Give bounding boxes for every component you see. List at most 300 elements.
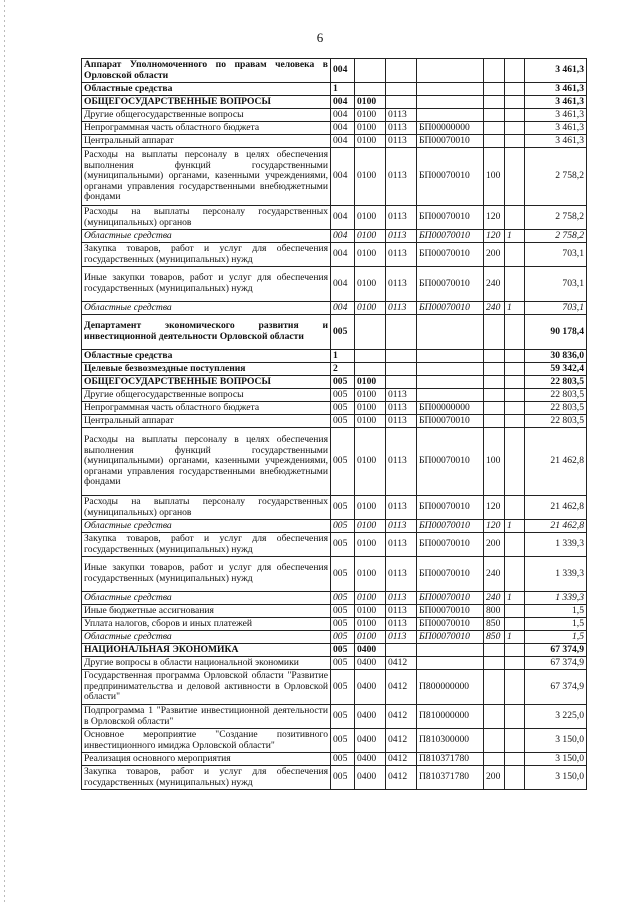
row-name: Иные бюджетные ассигнования bbox=[82, 605, 331, 618]
table-row bbox=[82, 376, 587, 389]
row-funding-source bbox=[505, 206, 525, 230]
row-target-article bbox=[417, 59, 484, 83]
row-section: 0400 bbox=[355, 753, 386, 766]
row-name: Областные средства bbox=[82, 520, 331, 533]
row-name: НАЦИОНАЛЬНАЯ ЭКОНОМИКА bbox=[82, 644, 331, 657]
row-name: Областные средства bbox=[82, 83, 331, 96]
row-expense-type bbox=[484, 415, 505, 428]
table-row bbox=[82, 644, 587, 657]
row-amount: 22 803,5 bbox=[525, 402, 587, 415]
row-name: Другие вопросы в области национальной экономики bbox=[82, 657, 331, 670]
row-code: 1 bbox=[331, 350, 355, 363]
row-target-article: П810371780 bbox=[417, 753, 484, 766]
row-section: 0100 bbox=[355, 267, 386, 302]
row-subsection: 0113 bbox=[386, 402, 417, 415]
row-expense-type bbox=[484, 315, 505, 350]
row-code: 005 bbox=[331, 618, 355, 631]
table-row bbox=[82, 389, 587, 402]
row-target-article: БП00000000 bbox=[417, 402, 484, 415]
row-section bbox=[355, 315, 386, 350]
row-amount: 22 803,5 bbox=[525, 376, 587, 389]
table-row bbox=[82, 631, 587, 644]
row-amount: 703,1 bbox=[525, 267, 587, 302]
row-amount: 3 225,0 bbox=[525, 705, 587, 729]
table-row bbox=[82, 230, 587, 243]
row-section: 0100 bbox=[355, 605, 386, 618]
row-target-article: П810000000 bbox=[417, 705, 484, 729]
row-section: 0100 bbox=[355, 592, 386, 605]
row-funding-source bbox=[505, 83, 525, 96]
row-code: 004 bbox=[331, 135, 355, 148]
row-expense-type bbox=[484, 376, 505, 389]
row-amount: 1,5 bbox=[525, 605, 587, 618]
row-name: Областные средства bbox=[82, 350, 331, 363]
row-code: 005 bbox=[331, 533, 355, 557]
row-code: 005 bbox=[331, 557, 355, 592]
row-code: 005 bbox=[331, 670, 355, 705]
row-target-article bbox=[417, 363, 484, 376]
row-section: 0400 bbox=[355, 657, 386, 670]
row-subsection: 0113 bbox=[386, 148, 417, 206]
row-funding-source bbox=[505, 657, 525, 670]
row-subsection: 0113 bbox=[386, 557, 417, 592]
row-amount: 703,1 bbox=[525, 302, 587, 315]
budget-table-body bbox=[82, 59, 587, 790]
scan-margin-mark bbox=[4, 0, 5, 905]
row-expense-type: 200 bbox=[484, 533, 505, 557]
row-target-article bbox=[417, 644, 484, 657]
row-funding-source bbox=[505, 122, 525, 135]
row-name: Областные средства bbox=[82, 631, 331, 644]
row-expense-type: 120 bbox=[484, 520, 505, 533]
row-expense-type: 100 bbox=[484, 428, 505, 496]
table-row bbox=[82, 350, 587, 363]
row-funding-source bbox=[505, 96, 525, 109]
row-section: 0100 bbox=[355, 557, 386, 592]
row-expense-type bbox=[484, 350, 505, 363]
row-amount: 3 461,3 bbox=[525, 96, 587, 109]
page-number: 6 bbox=[316, 30, 324, 45]
row-subsection: 0412 bbox=[386, 705, 417, 729]
row-subsection: 0113 bbox=[386, 109, 417, 122]
row-code: 004 bbox=[331, 122, 355, 135]
row-funding-source: 1 bbox=[505, 592, 525, 605]
row-subsection: 0113 bbox=[386, 618, 417, 631]
row-expense-type: 850 bbox=[484, 631, 505, 644]
table-row bbox=[82, 766, 587, 790]
row-funding-source bbox=[505, 389, 525, 402]
row-amount: 21 462,8 bbox=[525, 520, 587, 533]
row-target-article: П810371780 bbox=[417, 766, 484, 790]
row-name: Центральный аппарат bbox=[82, 415, 331, 428]
row-code: 004 bbox=[331, 109, 355, 122]
row-expense-type: 100 bbox=[484, 148, 505, 206]
row-funding-source: 1 bbox=[505, 230, 525, 243]
row-amount: 21 462,8 bbox=[525, 428, 587, 496]
row-funding-source: 1 bbox=[505, 302, 525, 315]
row-target-article bbox=[417, 315, 484, 350]
row-code: 004 bbox=[331, 206, 355, 230]
budget-table bbox=[81, 58, 587, 790]
row-funding-source bbox=[505, 402, 525, 415]
row-section bbox=[355, 83, 386, 96]
row-funding-source bbox=[505, 59, 525, 83]
row-target-article: БП00070010 bbox=[417, 618, 484, 631]
row-amount: 3 461,3 bbox=[525, 83, 587, 96]
row-expense-type bbox=[484, 389, 505, 402]
row-subsection: 0113 bbox=[386, 206, 417, 230]
row-amount: 22 803,5 bbox=[525, 415, 587, 428]
row-target-article: БП00070010 bbox=[417, 267, 484, 302]
row-code: 005 bbox=[331, 592, 355, 605]
row-amount: 59 342,4 bbox=[525, 363, 587, 376]
row-funding-source bbox=[505, 267, 525, 302]
row-subsection bbox=[386, 350, 417, 363]
row-subsection: 0113 bbox=[386, 605, 417, 618]
row-target-article: БП00000000 bbox=[417, 122, 484, 135]
row-expense-type: 240 bbox=[484, 557, 505, 592]
row-expense-type bbox=[484, 753, 505, 766]
row-code: 005 bbox=[331, 520, 355, 533]
row-name: Другие общегосударственные вопросы bbox=[82, 109, 331, 122]
row-expense-type bbox=[484, 644, 505, 657]
row-code: 005 bbox=[331, 729, 355, 753]
row-amount: 67 374,9 bbox=[525, 670, 587, 705]
row-name: Расходы на выплаты персоналу в целях обеспечения выполнения функций государственными (муниципальными) органами, казенными учреждениями, органами управления государственными внебюджетными фондами bbox=[82, 148, 331, 206]
row-code: 005 bbox=[331, 705, 355, 729]
row-section: 0100 bbox=[355, 96, 386, 109]
row-code: 005 bbox=[331, 402, 355, 415]
row-code: 005 bbox=[331, 657, 355, 670]
row-name: Расходы на выплаты персоналу государственных (муниципальных) органов bbox=[82, 496, 331, 520]
row-expense-type bbox=[484, 83, 505, 96]
table-row bbox=[82, 496, 587, 520]
table-row bbox=[82, 59, 587, 83]
row-amount: 30 836,0 bbox=[525, 350, 587, 363]
row-expense-type bbox=[484, 670, 505, 705]
row-name: ОБЩЕГОСУДАРСТВЕННЫЕ ВОПРОСЫ bbox=[82, 96, 331, 109]
row-amount: 2 758,2 bbox=[525, 148, 587, 206]
row-section: 0400 bbox=[355, 766, 386, 790]
row-target-article: БП00070010 bbox=[417, 243, 484, 267]
row-section: 0400 bbox=[355, 729, 386, 753]
row-section: 0100 bbox=[355, 533, 386, 557]
row-subsection: 0412 bbox=[386, 729, 417, 753]
row-name: Расходы на выплаты персоналу государственных (муниципальных) органов bbox=[82, 206, 331, 230]
row-amount: 3 461,3 bbox=[525, 59, 587, 83]
table-row bbox=[82, 267, 587, 302]
row-expense-type: 240 bbox=[484, 267, 505, 302]
row-amount: 703,1 bbox=[525, 243, 587, 267]
row-funding-source bbox=[505, 533, 525, 557]
row-code: 004 bbox=[331, 230, 355, 243]
row-target-article: БП00070010 bbox=[417, 302, 484, 315]
row-subsection: 0412 bbox=[386, 670, 417, 705]
row-subsection: 0113 bbox=[386, 122, 417, 135]
row-expense-type: 120 bbox=[484, 496, 505, 520]
row-expense-type bbox=[484, 96, 505, 109]
table-row bbox=[82, 243, 587, 267]
row-target-article: БП00070010 bbox=[417, 496, 484, 520]
row-funding-source bbox=[505, 644, 525, 657]
row-code: 004 bbox=[331, 267, 355, 302]
row-section: 0100 bbox=[355, 415, 386, 428]
row-amount: 1,5 bbox=[525, 631, 587, 644]
row-funding-source bbox=[505, 350, 525, 363]
row-amount: 67 374,9 bbox=[525, 657, 587, 670]
row-expense-type: 240 bbox=[484, 592, 505, 605]
table-row bbox=[82, 618, 587, 631]
row-subsection: 0113 bbox=[386, 230, 417, 243]
row-amount: 3 150,0 bbox=[525, 753, 587, 766]
row-target-article: БП00070010 bbox=[417, 520, 484, 533]
row-amount: 1 339,3 bbox=[525, 592, 587, 605]
row-name: Департамент экономического развития и инвестиционной деятельности Орловской области bbox=[82, 315, 331, 350]
row-funding-source bbox=[505, 109, 525, 122]
row-subsection: 0412 bbox=[386, 766, 417, 790]
row-funding-source bbox=[505, 135, 525, 148]
row-subsection bbox=[386, 376, 417, 389]
row-code: 004 bbox=[331, 148, 355, 206]
table-row bbox=[82, 729, 587, 753]
row-section: 0100 bbox=[355, 376, 386, 389]
row-name: Уплата налогов, сборов и иных платежей bbox=[82, 618, 331, 631]
row-target-article: БП00070010 bbox=[417, 428, 484, 496]
row-target-article bbox=[417, 657, 484, 670]
row-target-article bbox=[417, 389, 484, 402]
row-section: 0100 bbox=[355, 402, 386, 415]
row-name: Аппарат Уполномоченного по правам человека в Орловской области bbox=[82, 59, 331, 83]
row-subsection bbox=[386, 315, 417, 350]
row-code: 004 bbox=[331, 59, 355, 83]
row-name: Другие общегосударственные вопросы bbox=[82, 389, 331, 402]
row-name: Закупка товаров, работ и услуг для обеспечения государственных (муниципальных) нужд bbox=[82, 766, 331, 790]
row-expense-type bbox=[484, 122, 505, 135]
table-row bbox=[82, 428, 587, 496]
row-funding-source: 1 bbox=[505, 631, 525, 644]
row-name: Центральный аппарат bbox=[82, 135, 331, 148]
row-expense-type bbox=[484, 363, 505, 376]
row-amount: 2 758,2 bbox=[525, 206, 587, 230]
row-expense-type: 120 bbox=[484, 230, 505, 243]
row-amount: 90 178,4 bbox=[525, 315, 587, 350]
row-subsection: 0113 bbox=[386, 520, 417, 533]
row-name: ОБЩЕГОСУДАРСТВЕННЫЕ ВОПРОСЫ bbox=[82, 376, 331, 389]
row-section: 0100 bbox=[355, 302, 386, 315]
row-funding-source bbox=[505, 363, 525, 376]
row-code: 005 bbox=[331, 753, 355, 766]
row-section bbox=[355, 363, 386, 376]
table-row bbox=[82, 605, 587, 618]
row-target-article: П800000000 bbox=[417, 670, 484, 705]
row-section: 0100 bbox=[355, 520, 386, 533]
row-amount: 1,5 bbox=[525, 618, 587, 631]
row-code: 004 bbox=[331, 302, 355, 315]
table-row bbox=[82, 557, 587, 592]
row-funding-source bbox=[505, 753, 525, 766]
row-code: 004 bbox=[331, 243, 355, 267]
row-code: 005 bbox=[331, 605, 355, 618]
row-target-article bbox=[417, 83, 484, 96]
table-row bbox=[82, 670, 587, 705]
row-amount: 1 339,3 bbox=[525, 533, 587, 557]
row-code: 005 bbox=[331, 315, 355, 350]
row-amount: 3 150,0 bbox=[525, 766, 587, 790]
row-funding-source bbox=[505, 415, 525, 428]
row-funding-source bbox=[505, 315, 525, 350]
row-name: Непрограммная часть областного бюджета bbox=[82, 122, 331, 135]
row-section: 0100 bbox=[355, 148, 386, 206]
row-code: 004 bbox=[331, 96, 355, 109]
row-name: Закупка товаров, работ и услуг для обеспечения государственных (муниципальных) нужд bbox=[82, 243, 331, 267]
row-section: 0100 bbox=[355, 389, 386, 402]
row-expense-type: 200 bbox=[484, 243, 505, 267]
row-expense-type: 800 bbox=[484, 605, 505, 618]
row-amount: 3 461,3 bbox=[525, 122, 587, 135]
row-funding-source bbox=[505, 496, 525, 520]
row-amount: 22 803,5 bbox=[525, 389, 587, 402]
table-row bbox=[82, 96, 587, 109]
row-expense-type: 240 bbox=[484, 302, 505, 315]
row-section: 0100 bbox=[355, 122, 386, 135]
row-funding-source bbox=[505, 705, 525, 729]
row-code: 005 bbox=[331, 428, 355, 496]
table-row bbox=[82, 533, 587, 557]
row-name: Целевые безвозмездные поступления bbox=[82, 363, 331, 376]
row-section: 0400 bbox=[355, 644, 386, 657]
row-section: 0100 bbox=[355, 230, 386, 243]
row-target-article: БП00070010 bbox=[417, 230, 484, 243]
row-code: 005 bbox=[331, 415, 355, 428]
row-section: 0100 bbox=[355, 135, 386, 148]
row-section bbox=[355, 350, 386, 363]
row-section bbox=[355, 59, 386, 83]
row-section: 0100 bbox=[355, 496, 386, 520]
row-amount: 67 374,9 bbox=[525, 644, 587, 657]
row-expense-type bbox=[484, 705, 505, 729]
row-target-article: БП00070010 bbox=[417, 135, 484, 148]
row-funding-source bbox=[505, 670, 525, 705]
row-target-article bbox=[417, 376, 484, 389]
table-row bbox=[82, 206, 587, 230]
table-row bbox=[82, 753, 587, 766]
row-name: Расходы на выплаты персоналу в целях обеспечения выполнения функций государственными (муниципальными) органами, казенными учреждениями, органами управления государственными внебюджетными фондами bbox=[82, 428, 331, 496]
row-subsection: 0113 bbox=[386, 592, 417, 605]
row-expense-type bbox=[484, 135, 505, 148]
row-subsection: 0113 bbox=[386, 302, 417, 315]
row-target-article: БП00070010 bbox=[417, 605, 484, 618]
table-row bbox=[82, 148, 587, 206]
table-row bbox=[82, 135, 587, 148]
table-row bbox=[82, 122, 587, 135]
row-code: 005 bbox=[331, 766, 355, 790]
row-target-article bbox=[417, 96, 484, 109]
row-name: Иные закупки товаров, работ и услуг для обеспечения государственных (муниципальных) нужд bbox=[82, 267, 331, 302]
row-code: 005 bbox=[331, 496, 355, 520]
row-funding-source bbox=[505, 428, 525, 496]
row-funding-source bbox=[505, 605, 525, 618]
row-expense-type: 200 bbox=[484, 766, 505, 790]
row-target-article: П810300000 bbox=[417, 729, 484, 753]
row-code: 005 bbox=[331, 644, 355, 657]
row-subsection: 0113 bbox=[386, 533, 417, 557]
row-name: Областные средства bbox=[82, 230, 331, 243]
table-row bbox=[82, 83, 587, 96]
table-row bbox=[82, 415, 587, 428]
row-funding-source bbox=[505, 729, 525, 753]
row-target-article: БП00070010 bbox=[417, 533, 484, 557]
row-target-article: БП00070010 bbox=[417, 557, 484, 592]
row-name: Реализация основного мероприятия bbox=[82, 753, 331, 766]
row-amount: 21 462,8 bbox=[525, 496, 587, 520]
row-target-article: БП00070010 bbox=[417, 148, 484, 206]
row-code: 005 bbox=[331, 389, 355, 402]
row-funding-source bbox=[505, 376, 525, 389]
row-amount: 3 150,0 bbox=[525, 729, 587, 753]
row-expense-type bbox=[484, 657, 505, 670]
row-subsection: 0113 bbox=[386, 135, 417, 148]
row-section: 0100 bbox=[355, 243, 386, 267]
row-funding-source bbox=[505, 766, 525, 790]
row-subsection bbox=[386, 96, 417, 109]
row-expense-type bbox=[484, 729, 505, 753]
row-subsection: 0412 bbox=[386, 657, 417, 670]
row-section: 0400 bbox=[355, 705, 386, 729]
row-amount: 2 758,2 bbox=[525, 230, 587, 243]
row-section: 0400 bbox=[355, 670, 386, 705]
row-subsection bbox=[386, 363, 417, 376]
row-subsection: 0113 bbox=[386, 415, 417, 428]
row-expense-type: 850 bbox=[484, 618, 505, 631]
row-subsection bbox=[386, 83, 417, 96]
row-name: Основное мероприятие "Создание позитивного инвестиционного имиджа Орловской области" bbox=[82, 729, 331, 753]
row-subsection bbox=[386, 59, 417, 83]
table-row bbox=[82, 657, 587, 670]
row-funding-source bbox=[505, 243, 525, 267]
row-code: 2 bbox=[331, 363, 355, 376]
row-section: 0100 bbox=[355, 618, 386, 631]
row-section: 0100 bbox=[355, 631, 386, 644]
row-code: 1 bbox=[331, 83, 355, 96]
row-expense-type bbox=[484, 402, 505, 415]
row-name: Подпрограмма 1 "Развитие инвестиционной деятельности в Орловской области" bbox=[82, 705, 331, 729]
row-section: 0100 bbox=[355, 206, 386, 230]
row-amount: 3 461,3 bbox=[525, 109, 587, 122]
row-target-article: БП00070010 bbox=[417, 415, 484, 428]
row-name: Закупка товаров, работ и услуг для обеспечения государственных (муниципальных) нужд bbox=[82, 533, 331, 557]
row-amount: 3 461,3 bbox=[525, 135, 587, 148]
row-subsection: 0113 bbox=[386, 496, 417, 520]
table-row bbox=[82, 520, 587, 533]
table-row bbox=[82, 705, 587, 729]
row-funding-source bbox=[505, 618, 525, 631]
row-name: Непрограммная часть областного бюджета bbox=[82, 402, 331, 415]
row-name: Государственная программа Орловской области "Развитие предпринимательства и деловой активности в Орловской области" bbox=[82, 670, 331, 705]
row-expense-type bbox=[484, 109, 505, 122]
row-name: Иные закупки товаров, работ и услуг для обеспечения государственных (муниципальных) нужд bbox=[82, 557, 331, 592]
row-name: Областные средства bbox=[82, 592, 331, 605]
row-code: 005 bbox=[331, 631, 355, 644]
table-row bbox=[82, 315, 587, 350]
row-target-article: БП00070010 bbox=[417, 631, 484, 644]
row-subsection: 0113 bbox=[386, 428, 417, 496]
row-target-article bbox=[417, 109, 484, 122]
row-section: 0100 bbox=[355, 109, 386, 122]
table-row bbox=[82, 109, 587, 122]
row-target-article: БП00070010 bbox=[417, 206, 484, 230]
row-subsection: 0113 bbox=[386, 267, 417, 302]
row-code: 005 bbox=[331, 376, 355, 389]
